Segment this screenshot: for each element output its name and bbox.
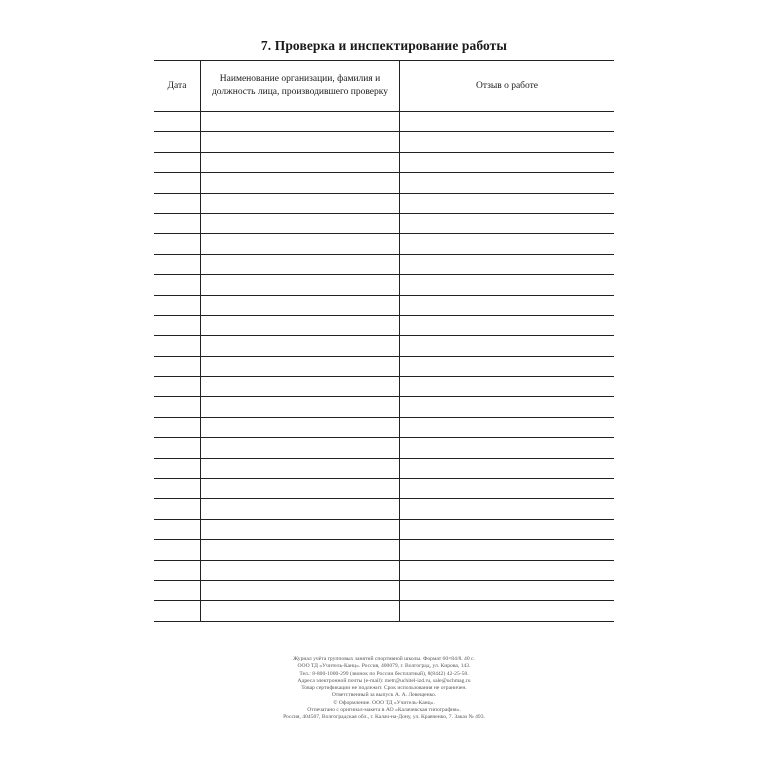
table-row [154, 112, 614, 132]
review-cell [400, 234, 615, 254]
date-cell [154, 397, 201, 417]
table-row [154, 580, 614, 600]
date-cell [154, 315, 201, 335]
organization-cell [201, 560, 400, 580]
header-date: Дата [154, 61, 201, 112]
table-row [154, 213, 614, 233]
table-row [154, 193, 614, 213]
table-row [154, 438, 614, 458]
date-cell [154, 173, 201, 193]
footer-line: Адреса электронной почты (e-mail): metr@uchitel-izd.ru, sale@uchmag.ru [297, 677, 471, 684]
table-row [154, 315, 614, 335]
organization-cell [201, 356, 400, 376]
date-cell [154, 458, 201, 478]
review-cell [400, 336, 615, 356]
table-row [154, 417, 614, 437]
review-cell [400, 315, 615, 335]
review-cell [400, 275, 615, 295]
header-organization: Наименование организации, фамилия и должность лица, производившего проверку [201, 61, 400, 112]
organization-cell [201, 519, 400, 539]
imprint-footer [0, 656, 768, 722]
review-cell [400, 377, 615, 397]
review-cell [400, 417, 615, 437]
table-header-row [154, 61, 614, 112]
footer-line: Журнал учёта групповых занятий спортивной школы. Формат 60×84/8. 40 с. [293, 656, 475, 662]
table-row [154, 173, 614, 193]
review-cell [400, 580, 615, 600]
organization-cell [201, 580, 400, 600]
table-row [154, 397, 614, 417]
review-cell [400, 438, 615, 458]
date-cell [154, 254, 201, 274]
organization-cell [201, 234, 400, 254]
review-cell [400, 112, 615, 132]
date-cell [154, 234, 201, 254]
date-cell [154, 213, 201, 233]
date-cell [154, 499, 201, 519]
table-row [154, 479, 614, 499]
inspection-table [154, 60, 614, 622]
review-cell [400, 479, 615, 499]
review-cell [400, 356, 615, 376]
organization-cell [201, 336, 400, 356]
footer-line: Россия, 404507, Волгоградская обл., г. Калач-на-Дону, ул. Кравченко, 7. Заказ № 493. [283, 714, 485, 721]
review-cell [400, 519, 615, 539]
organization-cell [201, 112, 400, 132]
footer-line: ООО ТД «Учитель-Канц». Россия, 400079, г. Волгоград, ул. Кирова, 143. [297, 663, 471, 670]
date-cell [154, 275, 201, 295]
date-cell [154, 193, 201, 213]
footer-line: Ответственный за выпуск А. А. Левещенко. [331, 692, 437, 699]
date-cell [154, 417, 201, 437]
page-title: 7. Проверка и инспектирование работы [260, 38, 508, 53]
footer-line: Товар сертификации не подлежит. Срок использования не ограничен. [301, 685, 467, 692]
organization-cell [201, 295, 400, 315]
organization-cell [201, 193, 400, 213]
organization-cell [201, 254, 400, 274]
organization-cell [201, 479, 400, 499]
table-row [154, 152, 614, 172]
organization-cell [201, 397, 400, 417]
date-cell [154, 356, 201, 376]
table-row [154, 254, 614, 274]
table-row [154, 234, 614, 254]
table-row [154, 458, 614, 478]
table-row [154, 519, 614, 539]
date-cell [154, 295, 201, 315]
table-row [154, 132, 614, 152]
organization-cell [201, 315, 400, 335]
table-row [154, 377, 614, 397]
organization-cell [201, 173, 400, 193]
header-review: Отзыв о работе [400, 61, 615, 112]
organization-cell [201, 417, 400, 437]
organization-cell [201, 499, 400, 519]
date-cell [154, 560, 201, 580]
organization-cell [201, 275, 400, 295]
date-cell [154, 601, 201, 621]
table-row [154, 356, 614, 376]
review-cell [400, 560, 615, 580]
review-cell [400, 397, 615, 417]
date-cell [154, 377, 201, 397]
organization-cell [201, 213, 400, 233]
table-row [154, 336, 614, 356]
table-row [154, 499, 614, 519]
date-cell [154, 336, 201, 356]
review-cell [400, 254, 615, 274]
review-cell [400, 295, 615, 315]
organization-cell [201, 540, 400, 560]
date-cell [154, 519, 201, 539]
table-row [154, 601, 614, 621]
table-row [154, 560, 614, 580]
review-cell [400, 152, 615, 172]
review-cell [400, 499, 615, 519]
date-cell [154, 112, 201, 132]
date-cell [154, 152, 201, 172]
organization-cell [201, 377, 400, 397]
organization-cell [201, 438, 400, 458]
footer-line: Тел.: 8-800-1000-299 (звонок по России бесплатный), 8(8442) 42-25-58. [299, 670, 469, 677]
organization-cell [201, 601, 400, 621]
footer-line: Отпечатано с оригинал-макета в АО «Калачевская типография». [307, 707, 461, 714]
review-cell [400, 601, 615, 621]
date-cell [154, 540, 201, 560]
review-cell [400, 173, 615, 193]
date-cell [154, 580, 201, 600]
table-row [154, 295, 614, 315]
organization-cell [201, 152, 400, 172]
table-row [154, 275, 614, 295]
organization-cell [201, 458, 400, 478]
organization-cell [201, 132, 400, 152]
table-row [154, 540, 614, 560]
review-cell [400, 193, 615, 213]
review-cell [400, 213, 615, 233]
review-cell [400, 458, 615, 478]
review-cell [400, 132, 615, 152]
date-cell [154, 438, 201, 458]
table-body [154, 112, 614, 622]
date-cell [154, 132, 201, 152]
footer-line: © Оформление. ООО ТД «Учитель-Канц». [333, 699, 435, 706]
date-cell [154, 479, 201, 499]
review-cell [400, 540, 615, 560]
